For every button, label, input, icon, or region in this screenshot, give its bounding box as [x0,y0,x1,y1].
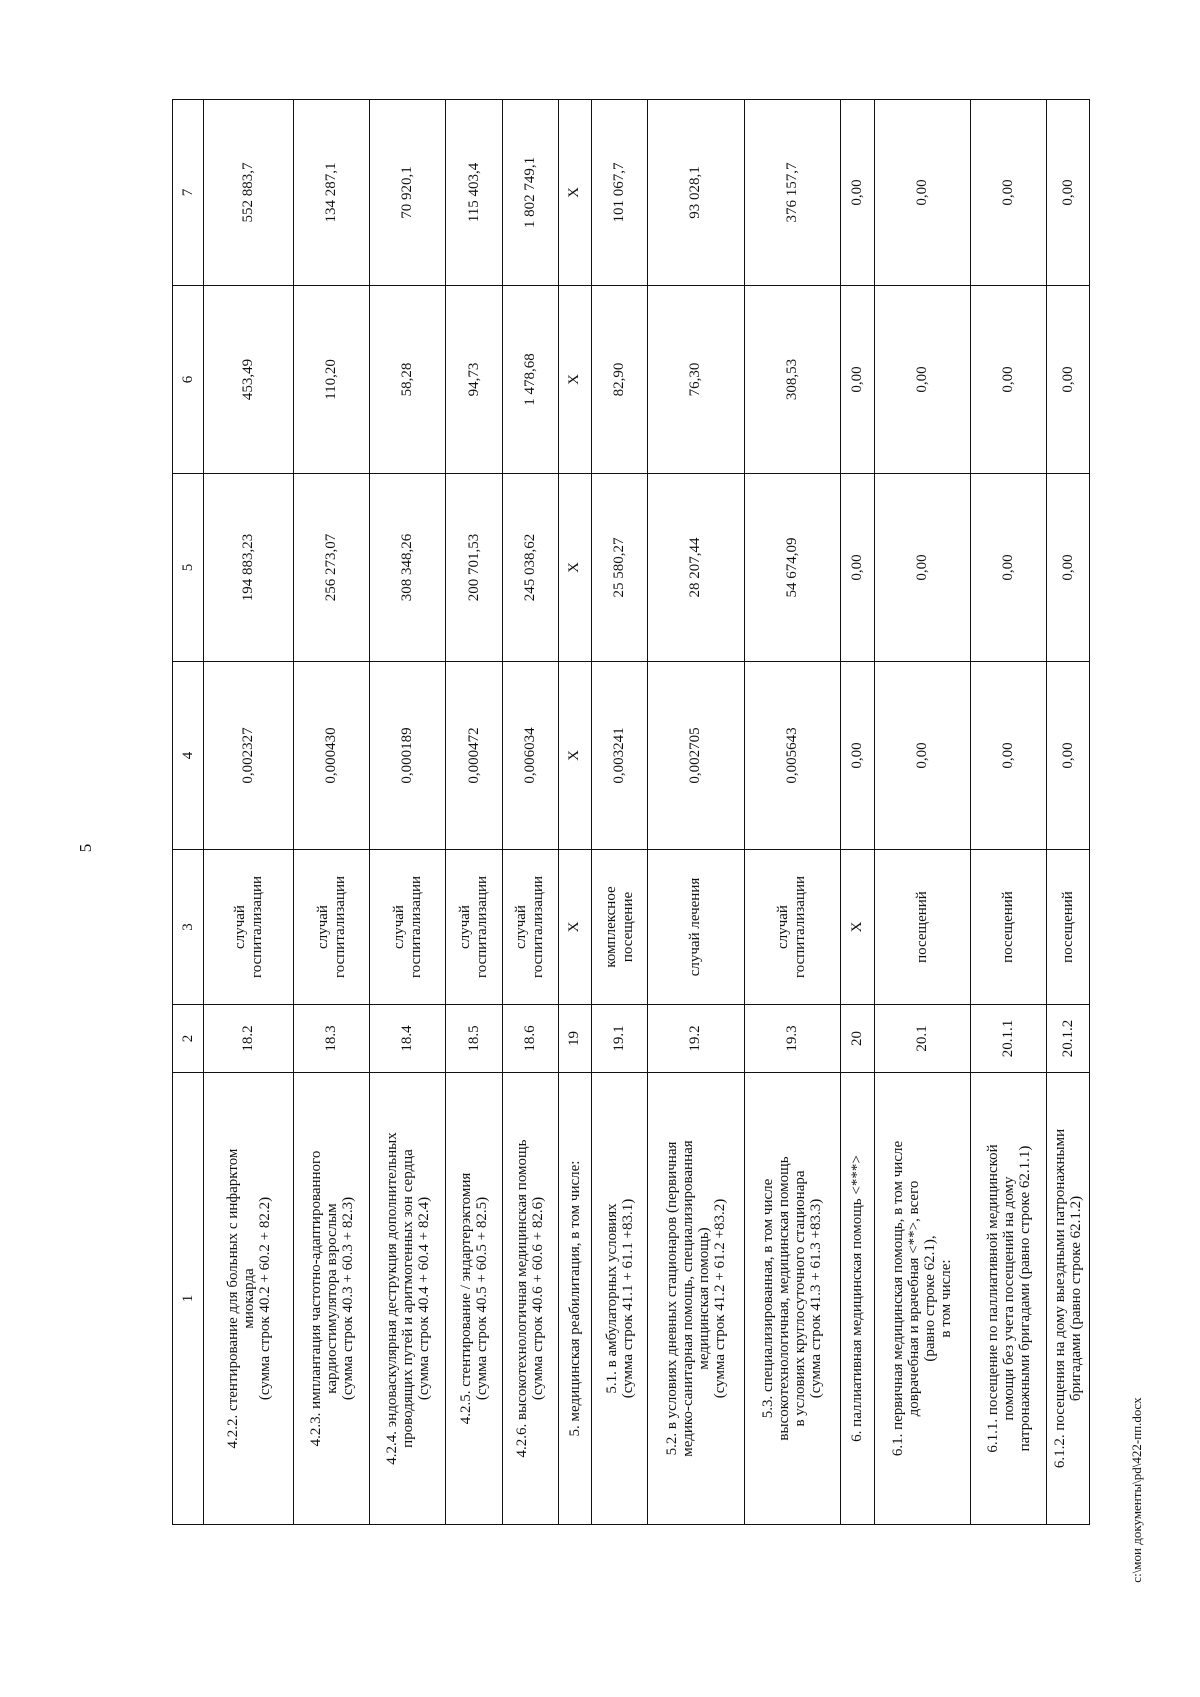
table-cell: 20.1.1 [971,1005,1047,1073]
table-cell: посещений [874,850,970,1005]
table-cell: 0,000430 [294,662,370,850]
table-cell: Х [558,286,592,474]
table-cell: Х [558,100,592,286]
row-name-cell: 6. паллиативная медицинская помощь <***> [841,1073,875,1525]
table-cell: 54 674,09 [744,474,840,662]
table-cell: 20.1 [874,1005,970,1073]
table-row [370,100,446,1525]
row-name-cell: 4.2.6. высокотехнологичная медицинская помощь (сумма строк 40.6 + 60.6 + 82.6) [502,1073,558,1525]
table-cell: 20 [841,1005,875,1073]
table-cell: случай госпитализации [446,850,502,1005]
table-row [971,100,1047,1525]
table-cell: 19 [558,1005,592,1073]
table-cell: 0,00 [841,662,875,850]
table-cell: 18.4 [370,1005,446,1073]
table-cell: случай госпитализации [744,850,840,1005]
row-name-cell: 4.2.4. эндоваскулярная деструкция дополнительных проводящих путей и аритмогенных зон сердца (сумма строк 40.4 + 60.4 + 82.4) [370,1073,446,1525]
table-cell: 18.6 [502,1005,558,1073]
table-cell: 76,30 [648,286,744,474]
table-cell: 0,002705 [648,662,744,850]
table-cell: 200 701,53 [446,474,502,662]
row-name-cell: 6.1.1. посещение по паллиативной медицинской помощи без учета посещений на дому патронажными бригадами (равно строке 62.1.1) [971,1073,1047,1525]
table-cell: Х [558,662,592,850]
row-name-cell: 4.2.5. стентирование / эндартерэктомия (сумма строк 40.5 + 60.5 + 82.5) [446,1073,502,1525]
table-row [841,100,875,1525]
table-row [446,100,502,1525]
table-cell: 0,003241 [592,662,648,850]
row-name-cell: 5. медицинская реабилитация, в том числе: [558,1073,592,1525]
table-cell: 18.2 [204,1005,294,1073]
column-header: 4 [173,662,204,850]
table-row [874,100,970,1525]
table-cell: 94,73 [446,286,502,474]
table-cell: 0,00 [971,662,1047,850]
table-cell: 308 348,26 [370,474,446,662]
table-cell: 58,28 [370,286,446,474]
table-cell: 82,90 [592,286,648,474]
table-cell: 28 207,44 [648,474,744,662]
column-header: 7 [173,100,204,286]
column-header: 2 [173,1005,204,1073]
table-cell: 453,49 [204,286,294,474]
table-cell: 0,00 [1047,100,1090,286]
table-cell: 20.1.2 [1047,1005,1090,1073]
table-cell: 0,00 [1047,662,1090,850]
table-cell: 0,00 [971,474,1047,662]
row-name-cell: 6.1.2. посещения на дому выездными патронажными бригадами (равно строке 62.1.2) [1047,1073,1090,1525]
table-cell: 19.3 [744,1005,840,1073]
row-name-cell: 6.1. первичная медицинская помощь, в том числе доврачебная и врачебная <**>, всего (равно строке 62.1), в том числе: [874,1073,970,1525]
table-cell: 552 883,7 [204,100,294,286]
row-name-cell: 4.2.2. стентирование для больных с инфарктом миокарда (сумма строк 40.2 + 60.2 + 82.2) [204,1073,294,1525]
file-path-footer: c:\мои документы\pd\422-пп.docx [1129,1397,1144,1583]
table-cell: Х [558,474,592,662]
column-header: 1 [173,1073,204,1525]
table-cell: 19.2 [648,1005,744,1073]
table-cell: 376 157,7 [744,100,840,286]
table-cell: 0,00 [1047,474,1090,662]
table-cell: 70 920,1 [370,100,446,286]
table-cell: 308,53 [744,286,840,474]
table-cell: 19.1 [592,1005,648,1073]
table-cell: 1 478,68 [502,286,558,474]
table-header-row [173,100,204,1525]
table-cell: 256 273,07 [294,474,370,662]
table-cell: Х [841,850,875,1005]
table-cell: 115 403,4 [446,100,502,286]
column-header: 5 [173,474,204,662]
table-cell: 0,00 [1047,286,1090,474]
table-cell: 245 038,62 [502,474,558,662]
table-cell: Х [558,850,592,1005]
table-row [592,100,648,1525]
table-cell: 0,005643 [744,662,840,850]
table-cell: 134 287,1 [294,100,370,286]
column-header: 3 [173,850,204,1005]
table-cell: 18.5 [446,1005,502,1073]
table-cell: 0,00 [971,286,1047,474]
table-cell: случай госпитализации [370,850,446,1005]
table-cell: 0,00 [874,100,970,286]
table-cell: 0,002327 [204,662,294,850]
row-name-cell: 5.1. в амбулаторных условиях (сумма строк 41.1 + 61.1 +83.1) [592,1073,648,1525]
table-row [744,100,840,1525]
table-cell: случай лечения [648,850,744,1005]
table-cell: посещений [971,850,1047,1005]
table-cell: 0,00 [841,474,875,662]
row-name-cell: 5.2. в условиях дневных стационаров (первичная медико-санитарная помощь, специализированная медицинская помощь) (сумма строк 41.2 + 61.2 +83.2) [648,1073,744,1525]
table-cell: 0,00 [971,100,1047,286]
table-row [1047,100,1090,1525]
table-cell: 110,20 [294,286,370,474]
table-row [294,100,370,1525]
table-cell: 93 028,1 [648,100,744,286]
table-cell: 0,00 [874,474,970,662]
table-cell: 25 580,27 [592,474,648,662]
table-cell: комплексное посещение [592,850,648,1005]
table-row [558,100,592,1525]
table-cell: случай госпитализации [204,850,294,1005]
table-cell: 0,006034 [502,662,558,850]
table-cell: случай госпитализации [502,850,558,1005]
page-number: 5 [76,843,95,853]
table-cell: 0,000189 [370,662,446,850]
table-cell: 101 067,7 [592,100,648,286]
data-table [172,100,1090,1525]
table-cell: 1 802 749,1 [502,100,558,286]
column-header: 6 [173,286,204,474]
table-cell: 18.3 [294,1005,370,1073]
table-cell: 0,000472 [446,662,502,850]
table-cell: 0,00 [874,286,970,474]
table-cell: посещений [1047,850,1090,1005]
table-cell: 194 883,23 [204,474,294,662]
table-row [204,100,294,1525]
table-cell: 0,00 [841,286,875,474]
row-name-cell: 5.3. специализированная, в том числе высокотехнологичная, медицинская помощь в условиях круглосуточного стационара (сумма строк 41.3 + 61.3 +83.3) [744,1073,840,1525]
table-cell: случай госпитализации [294,850,370,1005]
table-cell: 0,00 [874,662,970,850]
table-row [502,100,558,1525]
row-name-cell: 4.2.3. имплантация частотно-адаптированного кардиостимулятора взрослым (сумма строк 40.3 + 60.3 + 82.3) [294,1073,370,1525]
table-cell: 0,00 [841,100,875,286]
table-row [648,100,744,1525]
